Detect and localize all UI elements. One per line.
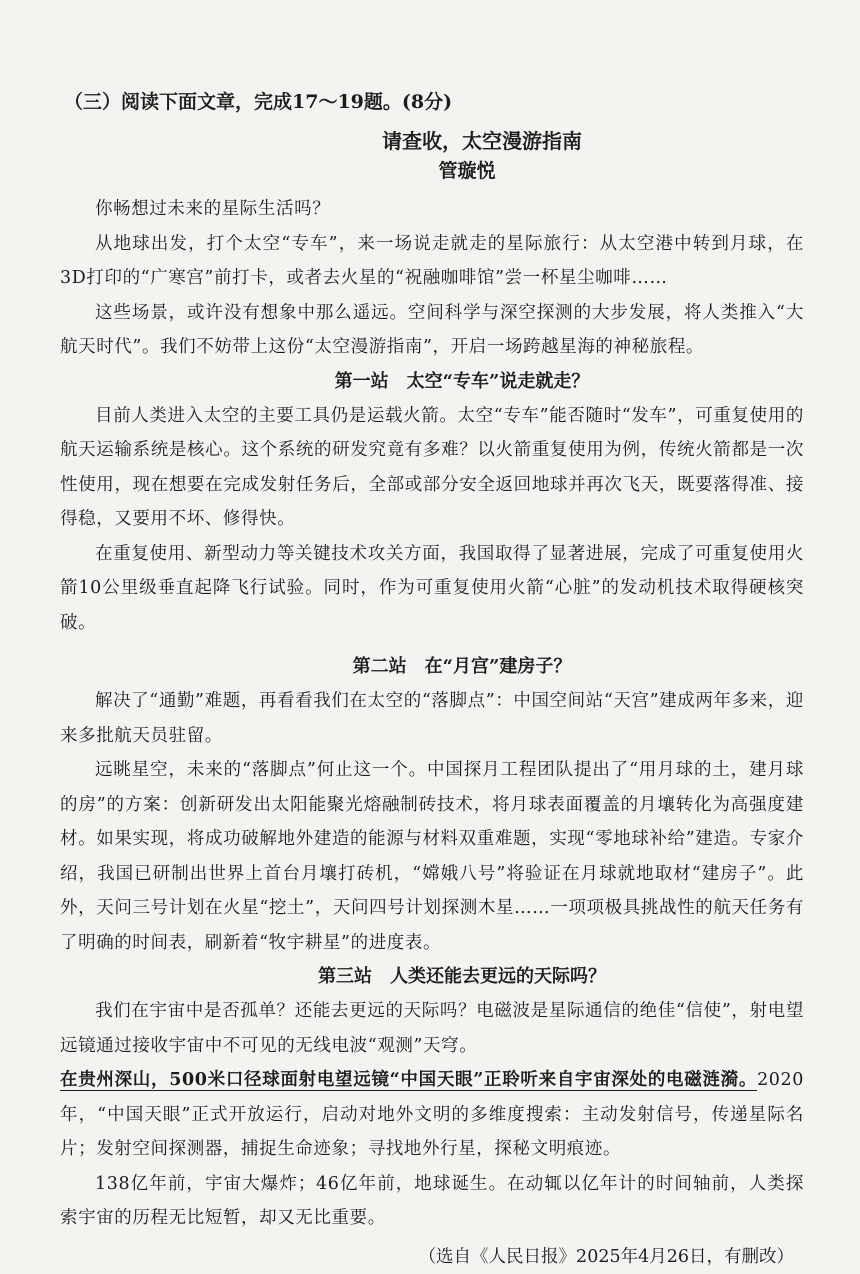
source-citation: （选自《人民日报》2025年4月26日，有删改）: [418, 1246, 794, 1267]
station-3-underlined-paragraph: [60, 1063, 804, 1167]
station-2-paragraph: 解决了“通勤”难题，再看看我们在太空的“落脚点”：中国空间站“天宫”建成两年多来，迎来多批航天员驻留。: [60, 691, 804, 746]
station-2-heading: 第二站 在“月宫”建房子？: [352, 656, 572, 677]
article-title: 请查收，太空漫游指南: [382, 129, 582, 153]
intro-paragraph: 你畅想过未来的星际生活吗？: [95, 199, 331, 219]
station-1-paragraph: 目前人类进入太空的主要工具仍是运载火箭。太空“专车”能否随时“发车”，可重复使用的航天运输系统是核心。这个系统的研发究竟有多难？以火箭重复使用为例，传统火箭都是一次性使用，现在想要在完成发射任务后，全部或部分安全返回地球并再次飞天，既要落得准、接得稳，又要用不坏、修得快。: [60, 405, 804, 529]
station-3-paragraph: 我们在宇宙中是否孤单？还能去更远的天际吗？电磁波是星际通信的绝佳“信使”，射电望远镜通过接收宇宙中不可见的无线电波“观测”天穹。: [60, 1001, 804, 1056]
intro-paragraph: 从地球出发，打个太空“专车”，来一场说走就走的星际旅行：从太空港中转到月球，在3D打印的“广寒宫”前打卡，或者去火星的“祝融咖啡馆”尝一杯星尘咖啡……: [60, 233, 804, 288]
closing-paragraph: 138亿年前，宇宙大爆炸；46亿年前，地球诞生。在动辄以亿年计的时间轴前，人类探索宇宙的历程无比短暂，却又无比重要。: [60, 1173, 804, 1228]
question-section-heading: （三）阅读下面文章，完成17～19题。(8分): [64, 91, 453, 113]
station-1-heading: 第一站 太空“专车”说走就走？: [334, 370, 590, 392]
station-1-paragraph: 在重复使用、新型动力等关键技术攻关方面，我国取得了显著进展，完成了可重复使用火箭10公里级垂直起降飞行试验。同时，作为可重复使用火箭“心脏”的发动机技术取得硬核突破。: [60, 543, 804, 633]
station-3-heading: 第三站 人类还能去更远的天际吗？: [318, 966, 606, 987]
article-author: 管璇悦: [438, 160, 496, 182]
station-2-paragraph: 远眺星空，未来的“落脚点”何止这一个。中国探月工程团队提出了“用月球的土，建月球的房”的方案：创新研发出太阳能聚光熔融制砖技术，将月球表面覆盖的月壤转化为高强度建材。如果实现，将成功破解地外建造的能源与材料双重难题，实现“零地球补给”建造。专家介绍，我国已研制出世界上首台月壤打砖机，“嫦娥八号”将验证在月球就地取材“建房子”。此外，天问三号计划在火星“挖土”，天问四号计划探测木星……一项项极具挑战性的航天任务有了明确的时间表，刷新着“牧宇耕星”的进度表。: [60, 760, 804, 953]
continuation-text: 2020年，“中国天眼”正式开放运行，启动对地外文明的多维度搜索：主动发射信号，传递星际名片；发射空间探测器，捕捉生命迹象；寻找地外行星，探秘文明痕迹。: [60, 1070, 804, 1159]
intro-paragraph: 这些场景，或许没有想象中那么遥远。空间科学与深空探测的大步发展，将人类推入“大航天时代”。我们不妨带上这份“太空漫游指南”，开启一场跨越星海的神秘旅程。: [60, 302, 804, 357]
underlined-sentence: 在贵州深山，500米口径球面射电望远镜“中国天眼”正聆听来自宇宙深处的电磁涟漪。: [60, 1070, 758, 1090]
